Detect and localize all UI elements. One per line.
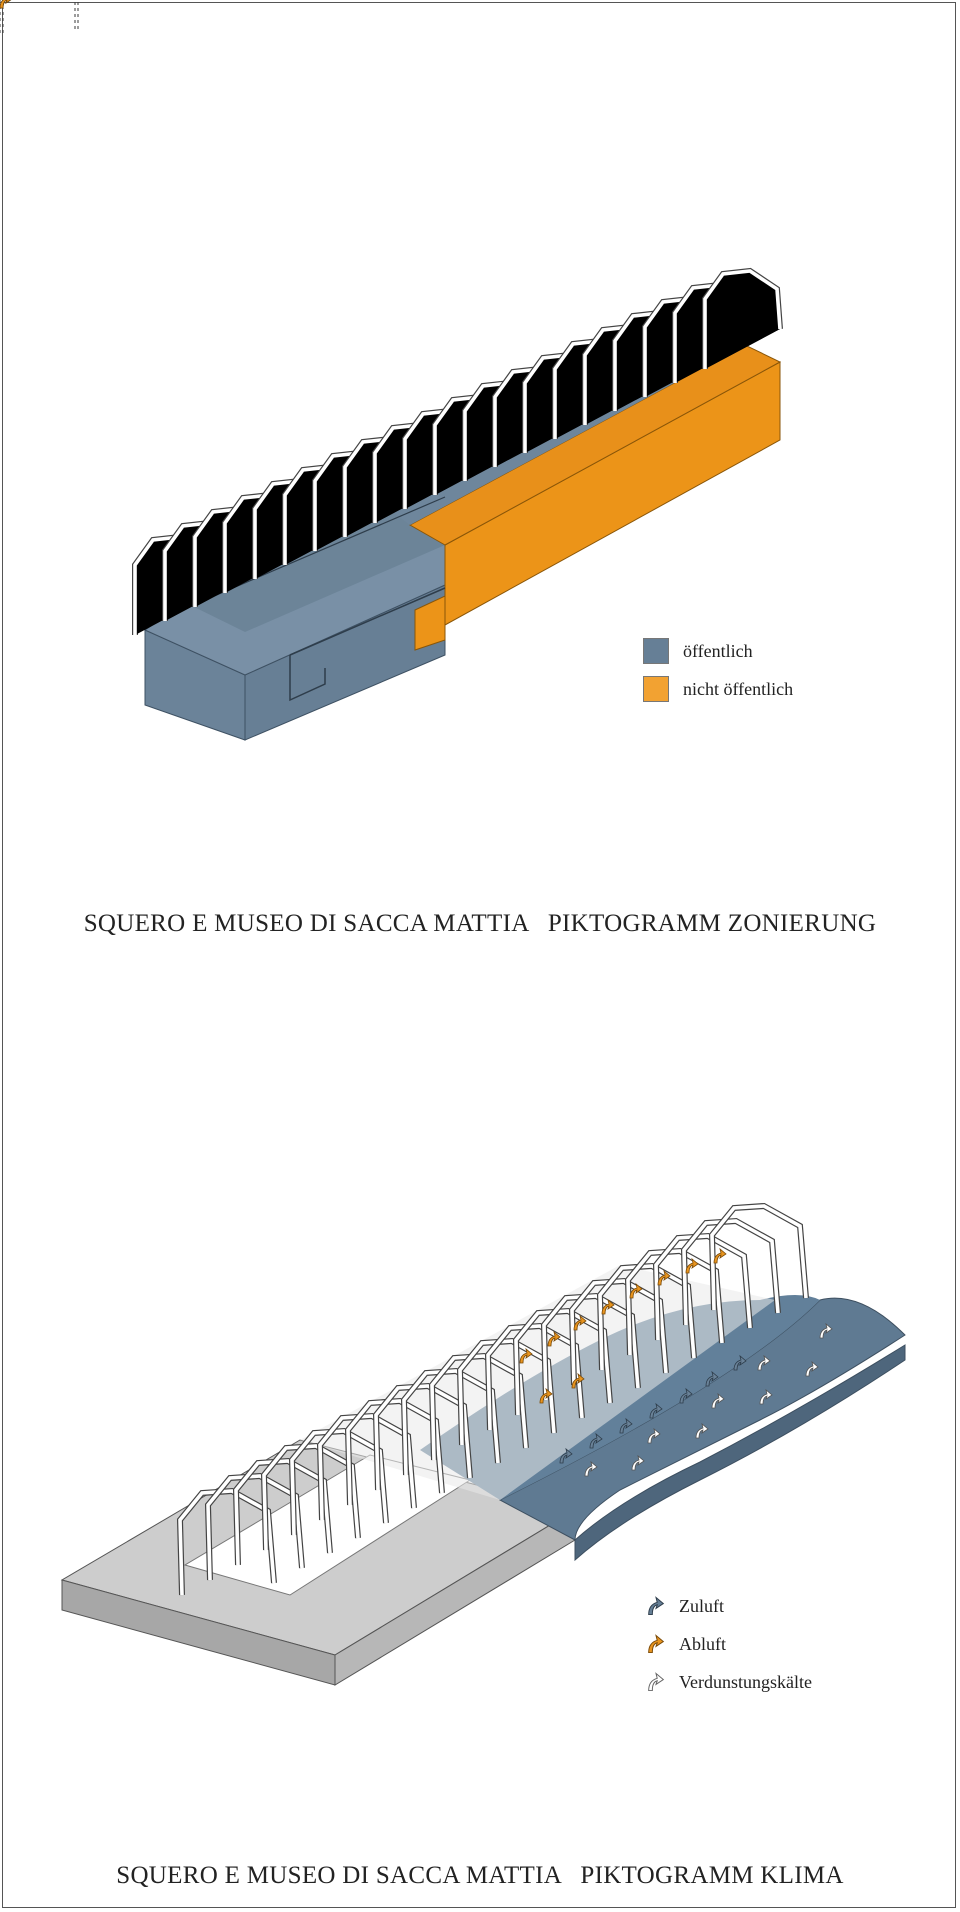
arrow-white-icon [645,1671,667,1693]
climate-title: SQUERO E MUSEO DI SACCA MATTIA PIKTOGRAMM KLIMA [116,1862,844,1889]
private-swatch [643,676,669,702]
legend-item-verdunstung [645,1663,812,1701]
legend-label-private: nicht öffentlich [683,678,794,699]
arrow-orange-icon [645,1633,667,1655]
arrow-blue-icon [645,1595,667,1617]
zoning-frames [0,0,78,35]
legend-label-abluft: Abluft [679,1633,726,1654]
climate-legend [645,1587,812,1701]
zoning-title: SQUERO E MUSEO DI SACCA MATTIA PIKTOGRAMM ZONIERUNG [83,910,877,937]
zoning-diagram [0,0,783,740]
legend-item-public [643,632,793,670]
legend-item-zuluft [645,1587,812,1625]
legend-item-private [643,670,793,708]
public-swatch [643,638,669,664]
legend-label-zuluft: Zuluft [679,1595,724,1616]
legend-label-verdunstung: Verdunstungskälte [679,1671,812,1692]
legend-label-public: öffentlich [683,640,753,661]
zoning-legend [643,632,793,708]
legend-item-abluft [645,1625,812,1663]
